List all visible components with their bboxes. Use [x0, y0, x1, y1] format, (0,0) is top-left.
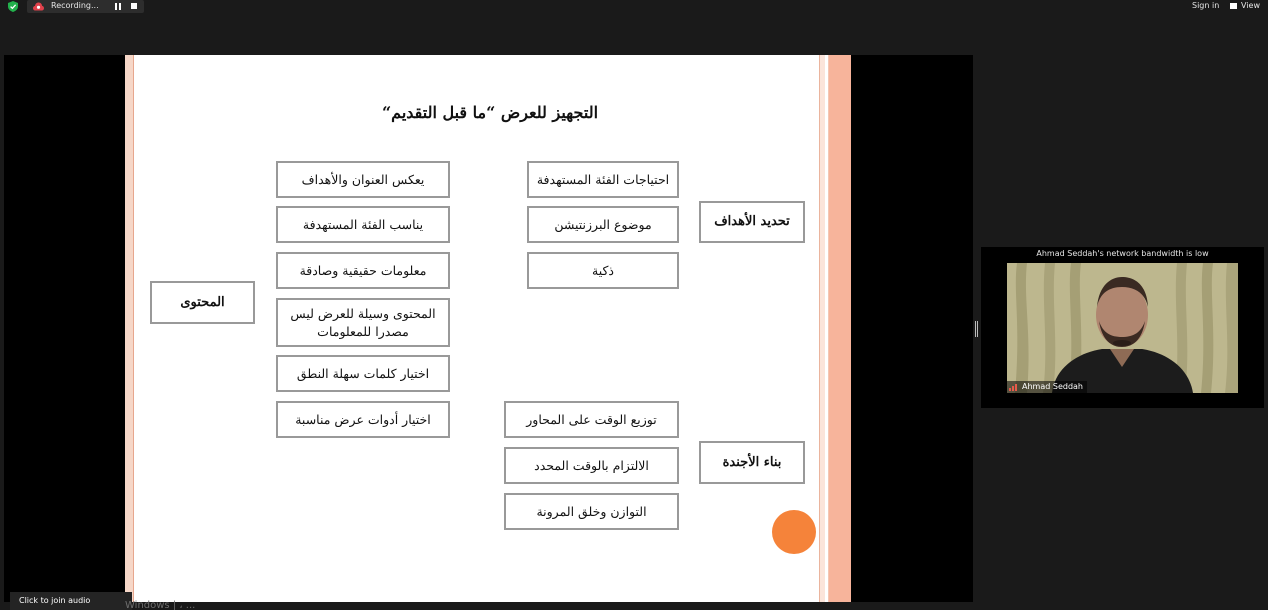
panel-resize-handle[interactable]	[975, 321, 978, 337]
slide-right-border-inner	[819, 55, 825, 602]
content-item-box: يعكس العنوان والأهداف	[276, 161, 450, 198]
shield-check-icon[interactable]	[8, 1, 18, 12]
signal-bars-icon	[1009, 383, 1019, 391]
sign-in-link[interactable]: Sign in	[1192, 1, 1220, 10]
content-item-box: اختيار كلمات سهلة النطق	[276, 355, 450, 392]
content-heading-box: المحتوى	[150, 281, 255, 324]
pause-icon[interactable]	[115, 3, 121, 10]
top-toolbar	[0, 0, 1268, 13]
view-button[interactable]	[1230, 0, 1260, 13]
content-item-box: يناسب الفئة المستهدفة	[276, 206, 450, 243]
agenda-item-box: التوازن وخلق المرونة	[504, 493, 679, 530]
goals-item-box: احتياجات الفئة المستهدفة	[527, 161, 679, 198]
cloud-record-icon	[33, 2, 44, 11]
stop-icon[interactable]	[131, 3, 137, 9]
content-item-box: المحتوى وسيلة للعرض ليس مصدرا للمعلومات	[276, 298, 450, 347]
participant-name-tag	[1007, 381, 1087, 393]
slide-title: التجهيز للعرض “ما قبل التقديم“	[381, 103, 599, 122]
slide-left-border	[125, 55, 134, 602]
content-item-box: معلومات حقيقية وصادقة	[276, 252, 450, 289]
goals-item-box: ذكية	[527, 252, 679, 289]
participant-name: Ahmad Seddah	[1022, 382, 1083, 391]
agenda-item-box: الالتزام بالوقت المحدد	[504, 447, 679, 484]
participant-video	[1007, 263, 1238, 393]
bandwidth-notice: Ahmad Seddah's network bandwidth is low	[1036, 249, 1209, 258]
content-item-box: اختيار أدوات عرض مناسبة	[276, 401, 450, 438]
taskbar-ghost-text: Windows | ، ...	[125, 600, 196, 610]
recording-label: Recording...	[51, 1, 99, 10]
view-icon	[1230, 3, 1237, 9]
slide-right-border-outer	[828, 55, 851, 602]
goals-heading-box: تحديد الأهداف	[699, 201, 805, 243]
agenda-item-box: توزيع الوقت على المحاور	[504, 401, 679, 438]
agenda-heading-box: بناء الأجندة	[699, 441, 805, 484]
participant-video-tile[interactable]	[981, 247, 1264, 408]
recording-indicator	[27, 0, 144, 13]
join-audio-button[interactable]	[10, 592, 132, 610]
view-label: View	[1241, 1, 1260, 10]
orange-circle-decoration	[772, 510, 816, 554]
participant-video-frame	[1007, 263, 1238, 393]
goals-item-box: موضوع البرزنتيشن	[527, 206, 679, 243]
shared-screen	[4, 55, 973, 602]
presentation-slide	[125, 55, 851, 602]
join-audio-label: Click to join audio	[19, 596, 91, 605]
